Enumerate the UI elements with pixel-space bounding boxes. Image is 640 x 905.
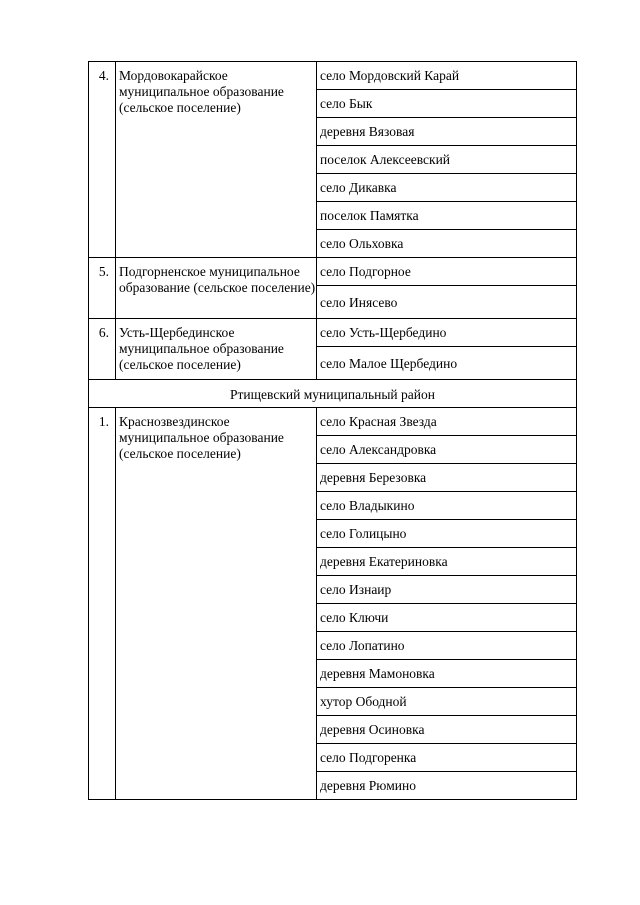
settlement-name: хутор Ободной xyxy=(317,688,577,716)
settlement-name: село Красная Звезда xyxy=(317,408,577,436)
settlement-name: село Изнаир xyxy=(317,576,577,604)
settlement-name: село Подгорное xyxy=(317,258,577,286)
table-row xyxy=(89,408,577,436)
settlements-table-body xyxy=(89,62,577,800)
settlement-name: село Голицыно xyxy=(317,520,577,548)
row-number: 1. xyxy=(89,408,116,800)
row-number: 6. xyxy=(89,319,116,380)
municipality-name: Подгорненское муниципальное образование (сельское поселение) xyxy=(116,258,317,319)
settlement-name: село Усть-Щербедино xyxy=(317,319,577,347)
municipality-name: Краснозвездинское муниципальное образование (сельское поселение) xyxy=(116,408,317,800)
settlement-name: село Дикавка xyxy=(317,174,577,202)
settlement-name: село Лопатино xyxy=(317,632,577,660)
settlement-name: деревня Рюмино xyxy=(317,772,577,800)
settlement-name: деревня Мамоновка xyxy=(317,660,577,688)
settlement-name: деревня Вязовая xyxy=(317,118,577,146)
settlements-table xyxy=(88,61,577,800)
region-row xyxy=(89,380,577,408)
settlement-name: деревня Екатериновка xyxy=(317,548,577,576)
settlement-name: поселок Памятка xyxy=(317,202,577,230)
table-row xyxy=(89,319,577,347)
row-number: 5. xyxy=(89,258,116,319)
row-number: 4. xyxy=(89,62,116,258)
settlement-name: село Малое Щербедино xyxy=(317,347,577,380)
municipality-name: Усть-Щербединское муниципальное образование (сельское поселение) xyxy=(116,319,317,380)
settlement-name: село Александровка xyxy=(317,436,577,464)
settlement-name: деревня Березовка xyxy=(317,464,577,492)
settlement-name: село Мордовский Карай xyxy=(317,62,577,90)
settlement-name: село Подгоренка xyxy=(317,744,577,772)
settlement-name: деревня Осиновка xyxy=(317,716,577,744)
settlement-name: село Владыкино xyxy=(317,492,577,520)
table-row xyxy=(89,62,577,90)
settlement-name: поселок Алексеевский xyxy=(317,146,577,174)
table-row xyxy=(89,258,577,286)
settlement-name: село Ключи xyxy=(317,604,577,632)
municipality-name: Мордовокарайское муниципальное образование (сельское поселение) xyxy=(116,62,317,258)
settlement-name: село Инясево xyxy=(317,286,577,319)
settlement-name: село Ольховка xyxy=(317,230,577,258)
region-title: Ртищевский муниципальный район xyxy=(89,380,577,408)
settlement-name: село Бык xyxy=(317,90,577,118)
